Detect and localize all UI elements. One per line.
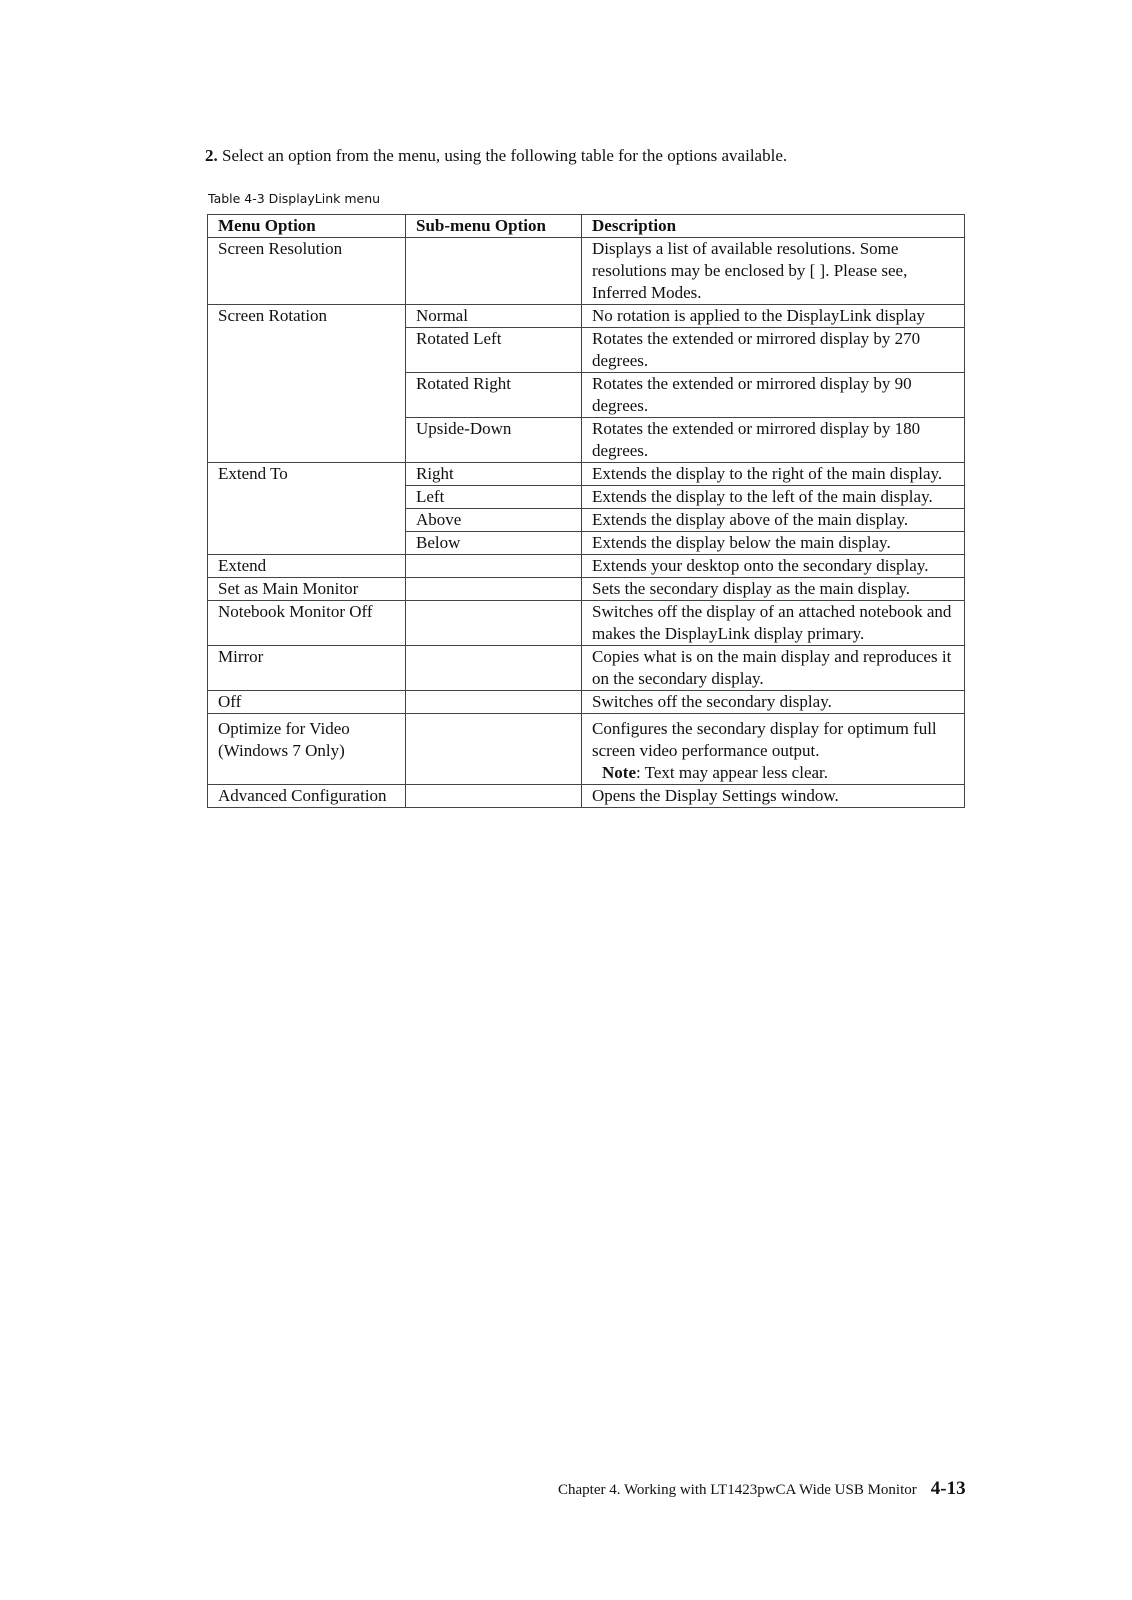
description-cell: Displays a list of available resolutions. Some resolutions may be enclosed by [ ]. Please see, Inferred Modes. bbox=[582, 238, 965, 305]
table-row bbox=[208, 646, 965, 691]
sub-menu-cell: Above bbox=[406, 509, 582, 532]
sub-menu-cell bbox=[406, 238, 582, 305]
sub-menu-cell bbox=[406, 691, 582, 714]
table-row bbox=[208, 601, 965, 646]
sub-menu-cell bbox=[406, 578, 582, 601]
description-cell: Copies what is on the main display and reproduces it on the secondary display. bbox=[582, 646, 965, 691]
table-row bbox=[208, 238, 965, 305]
sub-menu-cell: Below bbox=[406, 532, 582, 555]
table-caption: Table 4-3 DisplayLink menu bbox=[208, 191, 381, 206]
description-cell: No rotation is applied to the DisplayLink display bbox=[582, 305, 965, 328]
intro-text: Select an option from the menu, using the following table for the options available. bbox=[222, 146, 788, 165]
note-text: : Text may appear less clear. bbox=[635, 763, 829, 782]
description-cell: Sets the secondary display as the main display. bbox=[582, 578, 965, 601]
description-cell: Opens the Display Settings window. bbox=[582, 785, 965, 808]
displaylink-menu-table bbox=[207, 214, 965, 808]
description-cell: Extends the display to the left of the main display. bbox=[582, 486, 965, 509]
menu-option-cell: Extend bbox=[208, 555, 406, 578]
header-menu-option: Menu Option bbox=[208, 215, 406, 238]
description-cell: Switches off the secondary display. bbox=[582, 691, 965, 714]
description-cell: Rotates the extended or mirrored display by 90 degrees. bbox=[582, 373, 965, 418]
table-row bbox=[208, 714, 965, 785]
table-row bbox=[208, 463, 965, 486]
table-row bbox=[208, 555, 965, 578]
sub-menu-cell: Upside-Down bbox=[406, 418, 582, 463]
note bbox=[592, 762, 956, 784]
note-label: Note bbox=[602, 763, 636, 782]
menu-option-cell: Optimize for Video (Windows 7 Only) bbox=[208, 714, 406, 785]
sub-menu-cell bbox=[406, 555, 582, 578]
description-cell: Extends the display below the main display. bbox=[582, 532, 965, 555]
menu-option-cell: Off bbox=[208, 691, 406, 714]
description-cell: Rotates the extended or mirrored display by 270 degrees. bbox=[582, 328, 965, 373]
menu-option-cell: Mirror bbox=[208, 646, 406, 691]
sub-menu-cell: Right bbox=[406, 463, 582, 486]
sub-menu-cell bbox=[406, 601, 582, 646]
description-cell: Rotates the extended or mirrored display by 180 degrees. bbox=[582, 418, 965, 463]
sub-menu-cell: Normal bbox=[406, 305, 582, 328]
description-cell: Extends the display above of the main display. bbox=[582, 509, 965, 532]
page-number: 4-13 bbox=[930, 1478, 966, 1499]
menu-option-cell: Extend To bbox=[208, 463, 406, 555]
header-sub-menu-option: Sub-menu Option bbox=[406, 215, 582, 238]
table-header-row bbox=[208, 215, 965, 238]
description-cell: Switches off the display of an attached notebook and makes the DisplayLink display primary. bbox=[582, 601, 965, 646]
menu-option-cell: Set as Main Monitor bbox=[208, 578, 406, 601]
table-row bbox=[208, 578, 965, 601]
menu-option-cell: Notebook Monitor Off bbox=[208, 601, 406, 646]
menu-option-cell: Screen Rotation bbox=[208, 305, 406, 463]
description-cell: Extends your desktop onto the secondary display. bbox=[582, 555, 965, 578]
table-row bbox=[208, 691, 965, 714]
sub-menu-cell bbox=[406, 646, 582, 691]
header-description: Description bbox=[582, 215, 965, 238]
menu-option-cell: Screen Resolution bbox=[208, 238, 406, 305]
sub-menu-cell: Rotated Right bbox=[406, 373, 582, 418]
table-row bbox=[208, 305, 965, 328]
description-cell bbox=[582, 714, 965, 785]
description-text: Configures the secondary display for optimum full screen video performance output. bbox=[592, 719, 937, 760]
page-footer bbox=[558, 1479, 966, 1500]
description-cell: Extends the display to the right of the main display. bbox=[582, 463, 965, 486]
step-number: 2. bbox=[205, 146, 218, 165]
chapter-title: Chapter 4. Working with LT1423pwCA Wide USB Monitor bbox=[558, 1482, 917, 1498]
sub-menu-cell bbox=[406, 714, 582, 785]
intro-instruction bbox=[205, 146, 787, 166]
sub-menu-cell bbox=[406, 785, 582, 808]
table-row bbox=[208, 785, 965, 808]
sub-menu-cell: Left bbox=[406, 486, 582, 509]
sub-menu-cell: Rotated Left bbox=[406, 328, 582, 373]
menu-option-cell: Advanced Configuration bbox=[208, 785, 406, 808]
